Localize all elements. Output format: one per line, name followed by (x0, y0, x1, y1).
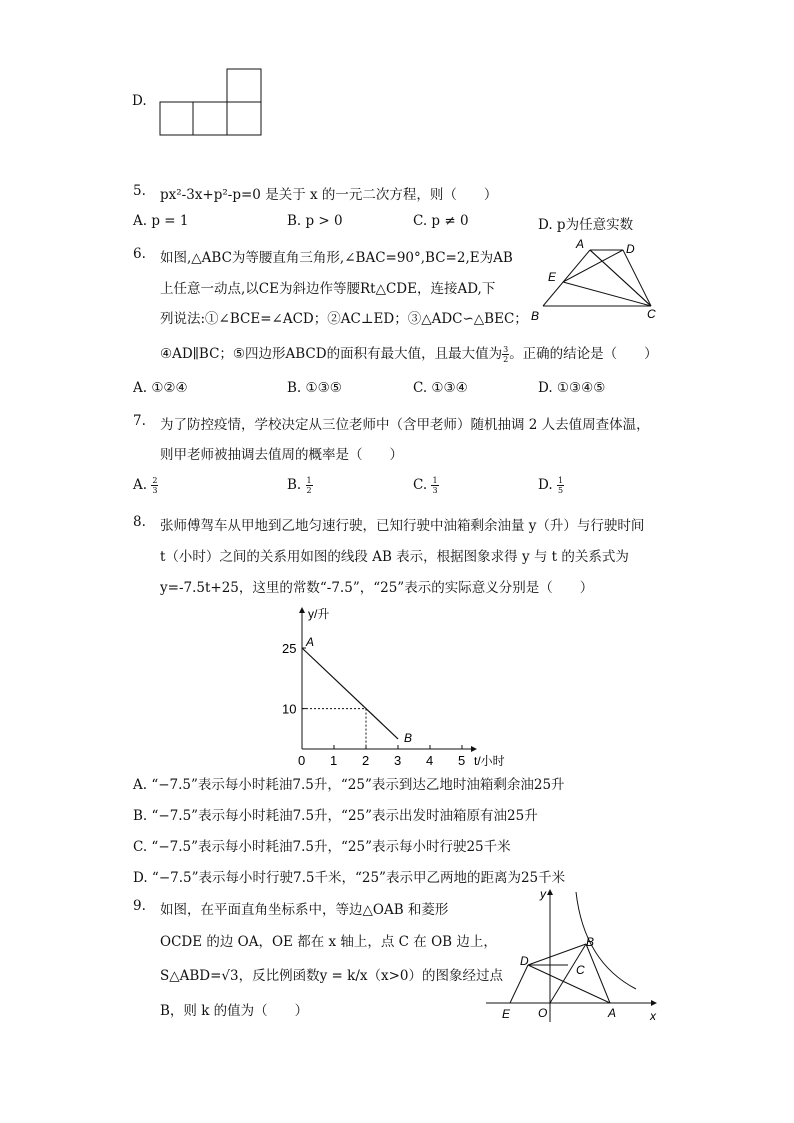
cube-net-figure (155, 66, 265, 138)
q5-number: 5. (133, 183, 146, 199)
q6-line-2: 上任意一动点,以CE为斜边作等腰Rt△CDE，连接AD,下 (160, 281, 496, 297)
q7-option-c[interactable] (413, 476, 439, 495)
q8-option-a[interactable]: A. “−7.5”表示每小时耗油7.5升，“25”表示到达乙地时油箱剩余油25升 (133, 777, 565, 793)
q6-number: 6. (133, 246, 146, 262)
q5-option-b[interactable]: B. p > 0 (287, 213, 343, 229)
q6-fig-label-d: D (626, 242, 635, 256)
q7-option-c-den: 3 (432, 486, 438, 495)
q6-option-c[interactable]: C. ①③④ (413, 380, 468, 396)
q7-line-2: 则甲老师被抽调去值周的概率是（ ） (160, 447, 403, 463)
q8-line-3: y=-7.5t+25，这里的常数“-7.5”，“25”表示的实际意义分别是（ ） (160, 580, 594, 596)
q9-fig-label-a: A (608, 1006, 617, 1020)
q9-coordinate-figure (480, 882, 665, 1027)
q6-fig-label-c: C (647, 307, 656, 321)
q9-fig-label-c: C (576, 963, 585, 977)
q6-option-a[interactable]: A. ①②④ (133, 380, 188, 396)
q6-max-den: 2 (503, 355, 509, 364)
q8-option-c[interactable]: C. “−7.5”表示每小时耗油7.5升，“25”表示每小时行驶25千米 (133, 839, 511, 855)
q9-number: 9. (133, 898, 146, 914)
q8-number: 8. (133, 514, 146, 530)
q8-line-1: 张师傅驾车从甲地到乙地匀速行驶，已知行驶中油箱剩余油量 y（升）与行驶时间 (160, 518, 645, 534)
q9-fig-label-e: E (502, 1007, 511, 1021)
x-tick-label: 2 (362, 753, 370, 768)
q9-fig-label-o: O (538, 1006, 548, 1020)
q8-option-d[interactable]: D. “−7.5”表示每小时行驶7.5千米，“25”表示甲乙两地的距离为25千米 (133, 870, 566, 886)
q7-option-a-fraction (151, 476, 158, 495)
q6-max-num: 3 (503, 345, 509, 354)
x-axis-label: t/小时 (474, 754, 505, 768)
q7-option-d-fraction (557, 476, 564, 495)
q8-line-2: t（小时）之间的关系用如图的线段 AB 表示，根据图象求得 y 与 t 的关系式为 (160, 549, 629, 565)
q6-fig-label-b: B (531, 309, 540, 323)
q7-option-c-num: 1 (432, 476, 438, 485)
q6-fig-label-e: E (548, 270, 557, 284)
q9-line-4: B，则 k 的值为（ ） (160, 1003, 309, 1019)
q7-line-1: 为了防控疫情，学校决定从三位老师中（含甲老师）随机抽调 2 人去值周查体温， (160, 417, 650, 433)
q9-line-1: 如图，在平面直角坐标系中，等边△OAB 和菱形 (160, 902, 449, 918)
point-label-b: B (404, 730, 413, 745)
q6-line-4-text: ④AD∥BC；⑤四边形ABCD的面积有最大值，且最大值为 (160, 346, 503, 362)
q5-option-d[interactable]: D. p为任意实数 (538, 217, 634, 233)
q6-option-d[interactable]: D. ①③④⑤ (538, 380, 606, 396)
q5-option-a[interactable]: A. p = 1 (133, 213, 189, 229)
q7-option-d[interactable] (538, 476, 564, 495)
q9-line-3: S△ABD=√3，反比例函数y = k/x（x>0）的图象经过点 (160, 968, 504, 984)
q6-triangle-figure (528, 236, 668, 326)
q7-option-a-label: A. (133, 477, 148, 493)
q5-option-c[interactable]: C. p ≠ 0 (413, 213, 469, 229)
q7-option-c-label: C. (413, 477, 428, 493)
x-tick-label: 5 (458, 753, 466, 768)
y-axis-label: y/升 (308, 607, 330, 621)
q8-option-b[interactable]: B. “−7.5”表示每小时耗油7.5升，“25”表示出发时油箱原有油25升 (133, 808, 538, 824)
y-tick-label: 10 (282, 701, 297, 717)
q7-option-a-num: 2 (152, 476, 158, 485)
segment-ab (302, 648, 398, 739)
q7-option-d-num: 1 (557, 476, 564, 485)
x-tick-label: 3 (394, 753, 402, 768)
q7-option-d-label: D. (538, 477, 553, 493)
q7-option-b-fraction (306, 476, 313, 495)
q6-line-1: 如图,△ABC为等腰直角三角形,∠BAC=90°,BC=2,E为AB (160, 250, 513, 266)
q7-option-b[interactable] (287, 476, 313, 495)
q7-option-b-den: 2 (306, 486, 312, 495)
q8-line-chart (270, 602, 520, 774)
q5-stem: px²-3x+p²-p=0 是关于 x 的一元二次方程，则（ ） (160, 187, 498, 203)
point-label-a: A (306, 635, 315, 649)
q6-option-b[interactable]: B. ①③⑤ (287, 380, 342, 396)
q7-option-b-num: 1 (306, 476, 312, 485)
q6-line-3: 列说法:①∠BCE=∠ACD；②AC⊥ED；③△ADC∽△BEC； (160, 311, 528, 327)
q6-line-4 (160, 342, 658, 364)
q9-fig-label-y: y (540, 887, 546, 901)
q9-fig-label-x: x (650, 1009, 656, 1023)
q7-option-a[interactable] (133, 476, 158, 495)
q7-option-a-den: 3 (152, 486, 158, 495)
y-tick-label: 25 (282, 641, 297, 656)
q7-option-c-fraction (431, 476, 438, 495)
q7-number: 7. (133, 413, 146, 429)
q9-fig-label-b: B (586, 935, 595, 949)
prev-option-label: D. (132, 93, 147, 109)
q6-fig-label-a: A (576, 237, 585, 251)
q6-line-5-text: 。正确的结论是（ ） (509, 346, 658, 362)
q7-option-b-label: B. (287, 477, 302, 493)
q7-option-d-den: 5 (557, 486, 564, 495)
q9-line-2: OCDE 的边 OA，OE 都在 x 轴上，点 C 在 OB 边上， (160, 934, 497, 950)
x-tick-label: 0 (298, 753, 306, 768)
q9-fig-label-d: D (520, 954, 529, 968)
x-tick-label: 1 (330, 753, 338, 768)
x-tick-label: 4 (426, 753, 434, 768)
